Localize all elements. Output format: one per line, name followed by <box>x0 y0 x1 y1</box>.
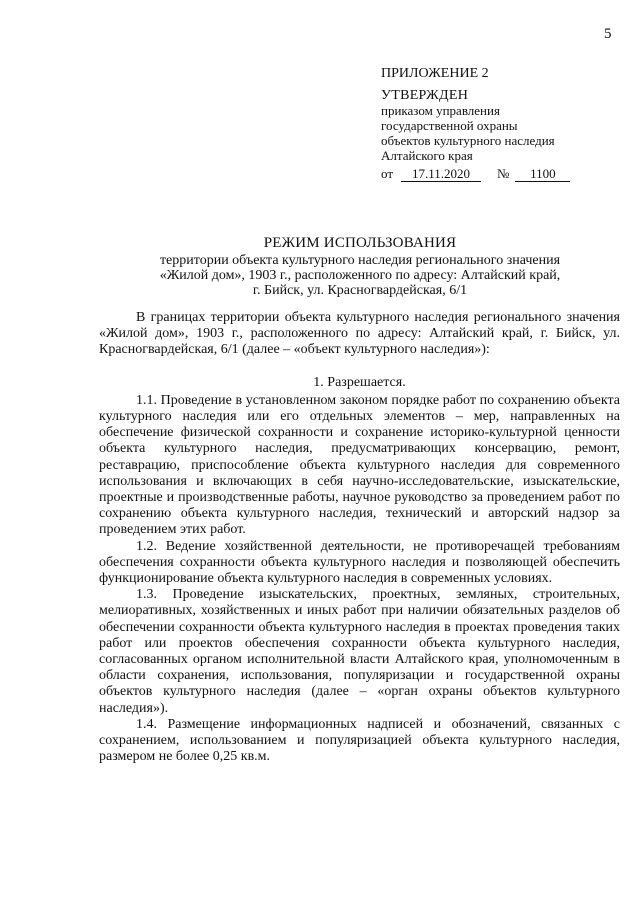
approval-block <box>381 66 570 182</box>
clause-paragraph: 1.2. Ведение хозяйственной деятельности, не противоречащей требованиям обеспечения сохранности объекта культурного наследия и позволяющей обеспечить функционирование объекта культурного наследия в современных условиях. <box>99 538 620 587</box>
approval-line: объектов культурного наследия <box>381 133 555 148</box>
document-title: РЕЖИМ ИСПОЛЬЗОВАНИЯ <box>263 235 457 251</box>
section-heading: 1. Разрешается. <box>313 374 406 390</box>
order-number: 1100 <box>515 166 570 182</box>
page-number: 5 <box>604 26 612 42</box>
order-date: 17.11.2020 <box>401 166 481 182</box>
title-subline: территории объекта культурного наследия регионального значения <box>159 253 561 268</box>
approval-line: приказом управления <box>381 103 500 118</box>
order-line <box>381 166 570 182</box>
number-sign: № <box>497 166 510 181</box>
title-subline: «Жилой дом», 1903 г., расположенного по адресу: Алтайский край, <box>159 268 561 283</box>
appendix-label: ПРИЛОЖЕНИЕ 2 <box>381 66 489 81</box>
approved-label: УТВЕРЖДЕН <box>381 88 469 103</box>
clause-paragraph: 1.3. Проведение изыскательских, проектных, земляных, строительных, мелиоративных, хозяйственных и иных работ при наличии обязательных разделов об обеспечении сохранности объекта культурного наследия в проектах проведения таких работ или проектов обеспечения сохранности объекта культурного наследия, согласованных органом исполнительной власти Алтайского края, уполномоченным в области сохранения, использования, популяризации и государственной охраны объектов культурного наследия (далее – «орган охраны объектов культурного наследия»). <box>99 587 620 716</box>
clause-paragraph: 1.1. Проведение в установленном законом порядке работ по сохранению объекта культурного наследия или его отдельных элементов – мер, направленных на обеспечение физической сохранности и сохранение историко-культурной ценности объекта культурного наследия, предусматривающих консервацию, ремонт, реставрацию, приспособление объекта культурного наследия для современного использования и включающих в себя научно-исследовательские, изыскательские, проектные и производственные работы, научное руководство за проведением работ по сохранению объекта культурного наследия, технический и авторский надзор за проведением этих работ. <box>99 392 620 538</box>
document-body <box>99 310 620 765</box>
approval-line: Алтайского края <box>381 148 473 163</box>
clause-paragraph: 1.4. Размещение информационных надписей и обозначений, связанных с сохранением, использованием и популяризацией объекта культурного наследия, размером не более 0,25 кв.м. <box>99 716 620 765</box>
document-title-block <box>100 236 620 298</box>
intro-paragraph: В границах территории объекта культурного наследия регионального значения «Жилой дом», 1903 г., расположенного по адресу: Алтайский край, г. Бийск, ул. Красногвардейская, 6/1 (далее – «объект культурного наследия»): <box>99 310 620 358</box>
approval-line: государственной охраны <box>381 118 518 133</box>
title-subline: г. Бийск, ул. Красногвардейская, 6/1 <box>252 283 468 298</box>
from-label: от <box>381 166 394 181</box>
